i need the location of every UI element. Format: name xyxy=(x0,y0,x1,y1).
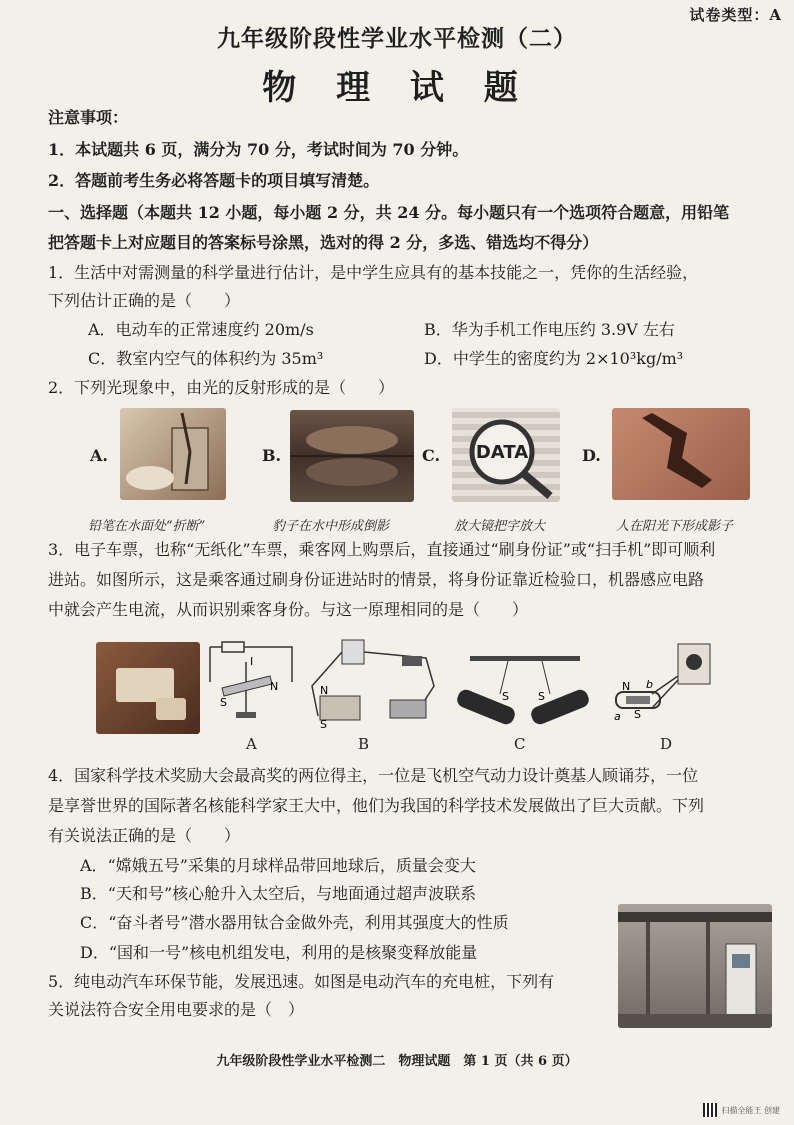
q2-caption-c: 放大镜把字放大 xyxy=(454,519,546,534)
id-card-scan-image xyxy=(96,642,200,734)
q4-stem-line3: 有关说法正确的是（ ） xyxy=(48,826,241,845)
charging-pile-illustration xyxy=(618,904,772,1028)
figure-d-pole-n: N xyxy=(622,680,631,693)
figure-label-a: A xyxy=(246,735,257,753)
figure-label-b: B xyxy=(358,735,370,753)
q4-option-c: C．“奋斗者号”潜水器用钛合金做外壳，利用其强度大的性质 xyxy=(80,913,509,932)
figure-c-magnets xyxy=(450,652,592,728)
figure-label-d: D xyxy=(660,735,673,753)
figure-d-label-b: b xyxy=(646,678,653,691)
exam-title: 九年级阶段性学业水平检测（二） xyxy=(217,25,577,52)
q2-caption-b: 豹子在水中形成倒影 xyxy=(272,519,390,534)
pencil-in-water-image xyxy=(120,408,226,500)
figure-b-generator xyxy=(306,636,446,730)
q1-option-a: A．电动车的正常速度约 20m/s xyxy=(88,320,314,339)
figure-d-coil-motor xyxy=(612,640,722,732)
subject-title: 物 理 试 题 xyxy=(262,68,532,108)
leopard-reflection-image xyxy=(290,410,414,502)
id-card-illustration xyxy=(96,642,200,734)
figure-a-pole-s: S xyxy=(220,696,227,709)
shadow-illustration xyxy=(612,408,750,500)
section-heading-line2: 把答题卡上对应题目的答案标号涂黑，选对的得 2 分，多选、错选均不得分） xyxy=(48,233,599,252)
q4-option-b: B．“天和号”核心舱升入太空后，与地面通过超声波联系 xyxy=(80,884,477,903)
figure-c-pole-s-left: S xyxy=(502,690,509,703)
q3-stem-line2: 进站。如图所示，这是乘客通过刷身份证进站时的情景，将身份证靠近检验口，机器感应电路 xyxy=(48,570,705,589)
q4-stem-line1: 4．国家科学技术奖励大会最高奖的两位得主，一位是飞机空气动力设计奠基人顾诵芬，一位 xyxy=(48,766,699,785)
q1-option-c: C．教室内空气的体积约为 35m³ xyxy=(88,349,324,368)
q2-caption-d: 人在阳光下形成影子 xyxy=(616,519,734,534)
magnifier-illustration xyxy=(452,408,560,502)
q5-stem-line1: 5．纯电动汽车环保节能，发展迅速。如图是电动汽车的充电桩，下列有 xyxy=(48,972,555,991)
shadow-image xyxy=(612,408,750,500)
q1-option-d: D．中学生的密度约为 2×10³kg/m³ xyxy=(424,349,684,368)
scanner-watermark-text: 扫描全能王 创建 xyxy=(721,1105,780,1115)
leopard-illustration xyxy=(290,410,414,502)
pencil-glass-illustration xyxy=(120,408,226,500)
notes-heading: 注意事项： xyxy=(48,108,129,127)
note-item-1: 1．本试题共 6 页，满分为 70 分，考试时间为 70 分钟。 xyxy=(48,140,469,159)
q2-caption-a: 铅笔在水面处“折断” xyxy=(88,519,206,534)
q2-label-c: C. xyxy=(422,446,441,465)
scanner-watermark xyxy=(703,1103,780,1117)
section-heading-line1: 一、选择题（本题共 12 小题，每小题 2 分，共 24 分。每小题只有一个选项符合题意，用铅笔 xyxy=(48,203,730,222)
figure-a-current-magnet xyxy=(200,640,296,722)
q2-label-b: B. xyxy=(262,446,282,465)
page-footer: 九年级阶段性学业水平检测二 物理试题 第 1 页（共 6 页） xyxy=(216,1054,578,1069)
figure-b-pole-n: N xyxy=(320,684,329,697)
q4-option-a: A．“嫦娥五号”采集的月球样品带回地球后，质量会变大 xyxy=(80,856,476,875)
exam-type: 试卷类型：A xyxy=(689,6,782,24)
q3-stem-line1: 3．电子车票，也称“无纸化”车票，乘客网上购票后，直接通过“刷身份证”或“扫手机”即可顺利 xyxy=(48,540,716,559)
magnifier-image xyxy=(452,408,560,502)
figure-d-label-a: a xyxy=(614,710,621,723)
q5-stem-line2: 关说法符合安全用电要求的是（ ） xyxy=(48,1000,305,1019)
figure-b-pole-s: S xyxy=(320,718,327,730)
q2-label-d: D. xyxy=(582,446,601,465)
q1-option-b: B．华为手机工作电压约 3.9V 左右 xyxy=(424,320,675,339)
q4-stem-line2: 是享誉世界的国际著名核能科学家王大中，他们为我国的科学技术发展做出了巨大贡献。下列 xyxy=(48,796,705,815)
qr-code-icon xyxy=(703,1103,717,1117)
charging-pile-image xyxy=(618,904,772,1028)
figure-label-c: C xyxy=(514,735,526,753)
q2-stem: 2．下列光现象中，由光的反射形成的是（ ） xyxy=(48,378,395,397)
q3-stem-line3: 中就会产生电流，从而识别乘客身份。与这一原理相同的是（ ） xyxy=(48,600,529,619)
q2-label-a: A. xyxy=(90,446,108,465)
figure-a-current: I xyxy=(250,655,254,668)
q1-stem-line1: 1．生活中对需测量的科学量进行估计，是中学生应具有的基本技能之一，凭你的生活经验， xyxy=(48,263,699,282)
q1-stem-line2: 下列估计正确的是（ ） xyxy=(48,291,241,310)
q4-option-d: D．“国和一号”核电机组发电，利用的是核聚变释放能量 xyxy=(80,943,478,962)
data-word: DATA xyxy=(475,442,529,463)
figure-d-pole-s: S xyxy=(634,708,641,721)
note-item-2: 2．答题前考生务必将答题卡的项目填写清楚。 xyxy=(48,171,380,190)
figure-c-pole-s-right: S xyxy=(538,690,545,703)
figure-a-pole-n: N xyxy=(270,680,279,693)
